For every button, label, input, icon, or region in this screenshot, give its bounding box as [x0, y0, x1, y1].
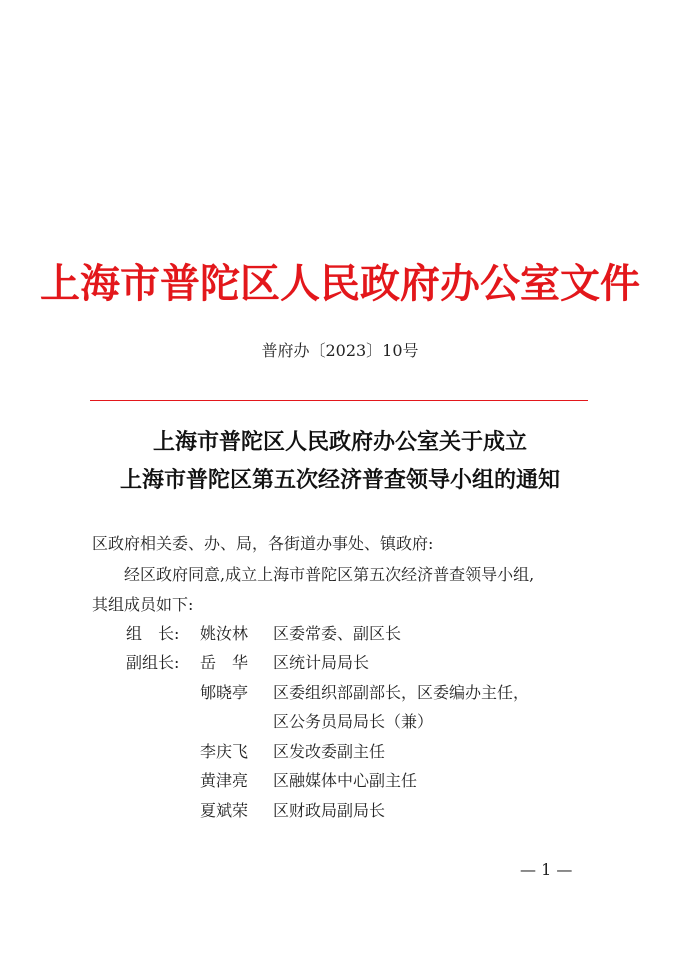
- addressee: 区政府相关委、办、局，各街道办事处、镇政府:: [92, 534, 434, 553]
- document-number: 普府办〔2023〕10号: [261, 341, 419, 360]
- page-number: — 1 —: [520, 860, 573, 879]
- member-role: 副组长:: [126, 653, 180, 672]
- member-post: 区财政局副局长: [273, 801, 386, 820]
- notice-title: [0, 423, 680, 499]
- member-name: 夏斌荣: [200, 801, 249, 820]
- member-post: 区统计局局长: [273, 653, 370, 672]
- member-name: 郇晓亭: [200, 683, 249, 702]
- issuer-title: 上海市普陀区人民政府办公室文件: [40, 260, 640, 307]
- member-name: 岳 华: [200, 653, 249, 672]
- member-name: 李庆飞: [200, 742, 249, 761]
- member-post: 区委组织部副部长，区委编办主任，: [273, 683, 530, 702]
- notice-title-line-2: 上海市普陀区第五次经济普查领导小组的通知: [119, 467, 560, 493]
- body-paragraph-line-2: 其组成员如下:: [92, 595, 194, 614]
- body-paragraph-line-1: 经区政府同意,成立上海市普陀区第五次经济普查领导小组,: [124, 565, 535, 584]
- member-name: 黄津亮: [200, 771, 249, 790]
- member-name: 姚汝林: [200, 624, 249, 643]
- member-role: 组 长:: [126, 624, 180, 643]
- member-post: 区公务员局局长（兼）: [273, 712, 434, 731]
- member-post: 区融媒体中心副主任: [273, 771, 418, 790]
- member-post: 区委常委、副区长: [273, 624, 402, 643]
- notice-title-line-1: 上海市普陀区人民政府办公室关于成立: [152, 429, 527, 455]
- red-divider: [90, 400, 588, 401]
- member-post: 区发改委副主任: [273, 742, 386, 761]
